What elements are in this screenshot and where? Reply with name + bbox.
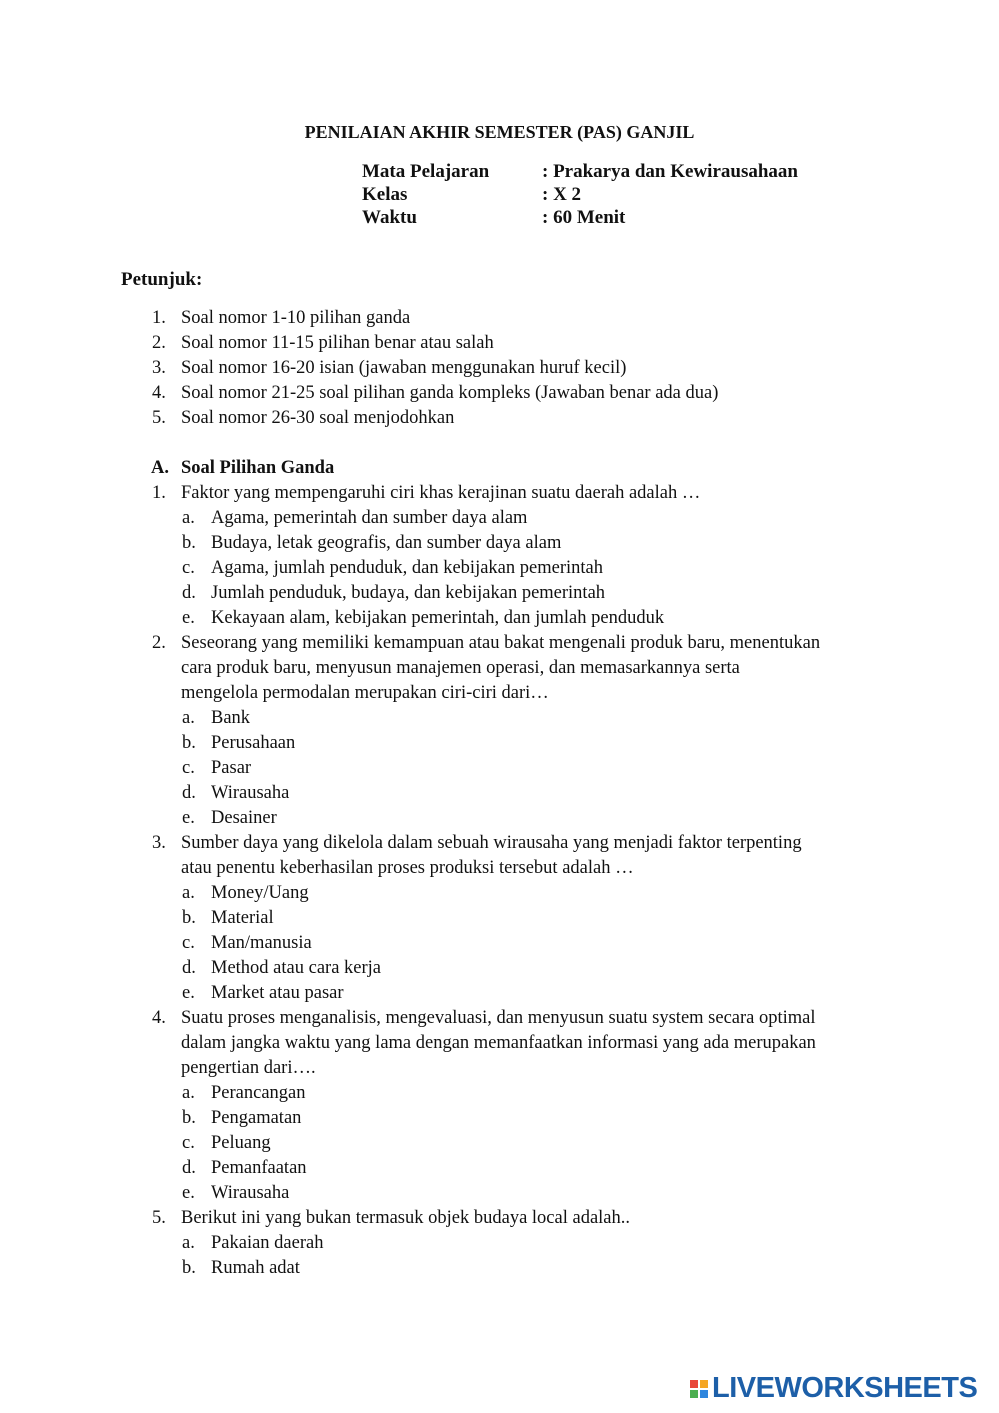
option-letter: b.: [182, 1258, 196, 1278]
option-letter: e.: [182, 608, 195, 628]
option-letter: a.: [182, 708, 195, 728]
question-text: dalam jangka waktu yang lama dengan memanfaatkan informasi yang ada merupakan: [181, 1033, 816, 1053]
page-title: PENILAIAN AKHIR SEMESTER (PAS) GANJIL: [304, 122, 695, 142]
option-letter: d.: [182, 583, 196, 603]
option-letter: c.: [182, 558, 195, 578]
option-text: Agama, jumlah penduduk, dan kebijakan pemerintah: [211, 558, 603, 578]
option-text: Wirausaha: [211, 1183, 290, 1203]
option-text: Jumlah penduduk, budaya, dan kebijakan pemerintah: [211, 583, 606, 603]
logo-square-icon: [700, 1380, 708, 1388]
exam-meta: [362, 160, 798, 229]
option-text: Desainer: [211, 808, 277, 828]
option-letter: a.: [182, 508, 195, 528]
option-text: Method atau cara kerja: [211, 958, 382, 978]
question-text: Sumber daya yang dikelola dalam sebuah wirausaha yang menjadi faktor terpenting: [181, 833, 802, 853]
option-text: Pakaian daerah: [211, 1233, 324, 1253]
question-text: Suatu proses menganalisis, mengevaluasi, dan menyusun suatu system secara optimal: [181, 1008, 816, 1028]
meta-key: Mata Pelajaran: [362, 161, 490, 182]
logo-square-icon: [690, 1380, 698, 1388]
meta-value: : 60 Menit: [542, 207, 626, 228]
option-letter: e.: [182, 1183, 195, 1203]
instruction-number: 2.: [152, 333, 166, 353]
instruction-number: 5.: [152, 408, 166, 428]
option-letter: c.: [182, 933, 195, 953]
option-text: Peluang: [211, 1133, 271, 1153]
instruction-number: 1.: [152, 308, 166, 328]
question-text: pengertian dari….: [181, 1058, 316, 1078]
question-text: Seseorang yang memiliki kemampuan atau bakat mengenali produk baru, menentukan: [181, 633, 821, 653]
instruction-text: Soal nomor 16-20 isian (jawaban menggunakan huruf kecil): [181, 358, 627, 378]
option-text: Budaya, letak geografis, dan sumber daya alam: [211, 533, 562, 553]
meta-row-subject: [362, 160, 798, 183]
instruction-text: Soal nomor 11-15 pilihan benar atau salah: [181, 333, 494, 353]
option-text: Perusahaan: [211, 733, 296, 753]
logo-square-icon: [690, 1390, 698, 1398]
option-letter: b.: [182, 908, 196, 928]
logo-grid-icon: [690, 1380, 708, 1398]
option-letter: d.: [182, 958, 196, 978]
question-text: mengelola permodalan merupakan ciri-ciri dari…: [181, 683, 549, 703]
question-number: 1.: [152, 483, 166, 503]
question-number: 4.: [152, 1008, 166, 1028]
option-text: Market atau pasar: [211, 983, 344, 1003]
option-text: Man/manusia: [211, 933, 312, 953]
instruction-text: Soal nomor 1-10 pilihan ganda: [181, 308, 411, 328]
option-letter: b.: [182, 533, 196, 553]
option-letter: a.: [182, 883, 195, 903]
option-text: Money/Uang: [211, 883, 309, 903]
question-number: 5.: [152, 1208, 166, 1228]
option-letter: b.: [182, 1108, 196, 1128]
instruction-text: Soal nomor 26-30 soal menjodohkan: [181, 408, 455, 428]
instruction-number: 4.: [152, 383, 166, 403]
section-title: Soal Pilihan Ganda: [181, 458, 335, 478]
option-letter: b.: [182, 733, 196, 753]
option-text: Kekayaan alam, kebijakan pemerintah, dan jumlah penduduk: [211, 608, 665, 628]
option-text: Perancangan: [211, 1083, 306, 1103]
question-text: cara produk baru, menyusun manajemen operasi, dan memasarkannya serta: [181, 658, 740, 678]
meta-value: : X 2: [542, 184, 582, 205]
meta-value: : Prakarya dan Kewirausahaan: [542, 161, 798, 182]
option-text: Agama, pemerintah dan sumber daya alam: [211, 508, 528, 528]
option-text: Pengamatan: [211, 1108, 302, 1128]
question-number: 3.: [152, 833, 166, 853]
option-letter: c.: [182, 1133, 195, 1153]
question-number: 2.: [152, 633, 166, 653]
meta-row-class: [362, 183, 798, 206]
option-text: Wirausaha: [211, 783, 290, 803]
instruction-text: Soal nomor 21-25 soal pilihan ganda kompleks (Jawaban benar ada dua): [181, 383, 719, 403]
meta-key: Kelas: [362, 184, 408, 205]
meta-row-time: [362, 206, 798, 229]
instructions-label: Petunjuk:: [121, 269, 203, 290]
question-text: atau penentu keberhasilan proses produksi tersebut adalah …: [181, 858, 634, 878]
option-letter: d.: [182, 783, 196, 803]
option-letter: d.: [182, 1158, 196, 1178]
meta-key: Waktu: [362, 207, 417, 228]
logo-square-icon: [700, 1390, 708, 1398]
option-text: Bank: [211, 708, 251, 728]
option-text: Rumah adat: [211, 1258, 300, 1278]
option-text: Material: [211, 908, 274, 928]
instruction-number: 3.: [152, 358, 166, 378]
question-text: Faktor yang mempengaruhi ciri khas kerajinan suatu daerah adalah …: [181, 483, 701, 503]
option-letter: a.: [182, 1083, 195, 1103]
section-letter: A.: [151, 458, 169, 478]
option-letter: e.: [182, 808, 195, 828]
logo-text: LIVEWORKSHEETS: [712, 1372, 978, 1404]
option-letter: a.: [182, 1233, 195, 1253]
option-text: Pemanfaatan: [211, 1158, 307, 1178]
question-text: Berikut ini yang bukan termasuk objek budaya local adalah..: [181, 1208, 631, 1228]
option-text: Pasar: [211, 758, 252, 778]
option-letter: c.: [182, 758, 195, 778]
liveworksheets-logo[interactable]: [690, 1372, 977, 1405]
option-letter: e.: [182, 983, 195, 1003]
